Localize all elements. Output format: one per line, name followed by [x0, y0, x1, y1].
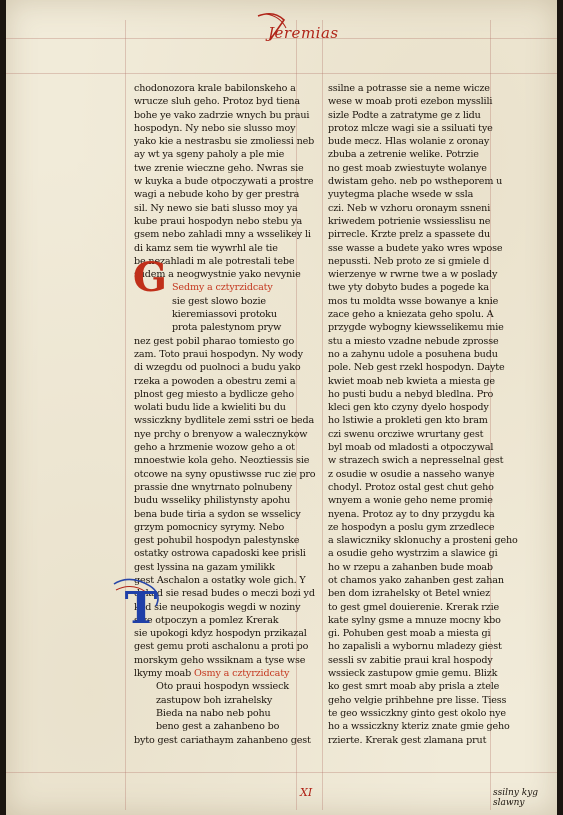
- text-line: prassie dne wnytrnato polnubeny: [134, 481, 293, 493]
- text-line: kieremiassovi protoku: [172, 309, 277, 321]
- text-line: gi. Pohuben gest moab a miesta gi: [328, 628, 491, 640]
- text-line: ostatky ostrowa capadoski kee prisli: [134, 548, 306, 560]
- manuscript-page: [6, 0, 557, 815]
- text-line: beno gest a zahanbeno bo: [156, 721, 280, 733]
- text-line: ko gest smrt moab aby prisla a ztele: [328, 681, 500, 693]
- text-line: bohe ye vako zadrzie wnych bu praui: [134, 109, 310, 121]
- text-line: chodyl. Protoz ostal gest chut geho: [328, 481, 494, 493]
- running-header-title: Jeremias: [268, 24, 339, 42]
- text-line: protoz mlcze wagi sie a ssiluati tye: [328, 122, 493, 134]
- text-column-left: [134, 82, 316, 747]
- text-line: no gest moab zwiestuyte wolanye: [328, 162, 487, 174]
- text-line: otcowe na syny opustiwsse ruc zie pro: [134, 468, 316, 480]
- text-line: ho a wssiczkny kteriz znate gmie geho: [328, 721, 510, 733]
- text-line: Oto praui hospodyn wssieck: [156, 681, 289, 693]
- text-line: kad sie neupokogis wegdi w noziny: [134, 601, 301, 613]
- text-line: pole. Neb gest rzekl hospodyn. Dayte: [328, 362, 505, 374]
- text-line: ho zapalisli a wybornu mladezy giest: [328, 641, 502, 653]
- text-line: zace geho a kniezata geho spolu. A: [328, 309, 494, 321]
- text-line: wolati budu lide a kwieliti bu du: [134, 402, 286, 414]
- text-line: nez gest pobil pharao tomiesto go: [134, 335, 295, 347]
- text-line: wnyem a wonie geho neme promie: [328, 495, 493, 507]
- text-line: w strazech swich a nepresselnal gest: [328, 455, 504, 467]
- text-line: dokad sie resad budes o meczi bozi yd: [134, 588, 315, 600]
- text-line: zam. Toto praui hospodyn. Ny wody: [134, 348, 303, 360]
- text-column-right: [328, 82, 518, 747]
- text-line: wagi a nebude koho by ger prestra: [134, 189, 300, 201]
- text-line: be nezahladi m ale potrestali tebe: [134, 255, 295, 267]
- text-line: wssieck zastupow gmie gemu. Blizk: [328, 668, 498, 680]
- text-line: twe zrenie wieczne geho. Nwras sie: [134, 162, 304, 174]
- text-line: zastupow boh izrahelsky: [156, 694, 273, 706]
- text-line: wssiczkny bydlitele zemi sstri oe beda: [134, 415, 315, 427]
- text-line: hospodyn. Ny nebo sie slusso moy: [134, 122, 296, 134]
- illuminated-initial-g: G: [132, 254, 168, 301]
- text-line: ay wt ya sgeny paholy a ple mie: [134, 149, 285, 161]
- text-line: bude mecz. Hlas wolanie z oronay: [328, 136, 490, 148]
- text-line: ho pusti budu a nebyd bledlna. Pro: [328, 388, 494, 400]
- text-line: przygde wybogny kiewsselikemu mie: [328, 322, 504, 334]
- text-line: geho velgie prihbehne pre lisse. Tiess: [328, 694, 507, 706]
- text-line: di kamz sem tie wywrhl ale tie: [134, 242, 278, 254]
- text-line: gest pohubil hospodyn palestynske: [134, 535, 300, 547]
- text-line: nyena. Protoz ay to dny przygdu ka: [328, 508, 495, 520]
- text-line: bena bude tiria a sydon se wsselicy: [134, 508, 301, 520]
- chapter-rubric-48: Osmy a cztyrzidcaty: [194, 668, 290, 680]
- text-line: byl moab od mladosti a otpoczywal: [328, 442, 494, 454]
- illuminated-initial-t: T: [124, 583, 158, 634]
- text-line: gest lyssina na gazam ymilikk: [134, 561, 275, 573]
- text-line: to gest gmel douierenie. Krerak rzie: [328, 601, 500, 613]
- text-line: geho a hrzmenie wozow geho a ot: [134, 442, 295, 454]
- text-line: te geo wssiczkny ginto gest okolo nye: [328, 707, 506, 719]
- text-line: sse wasse a budete yako wres wpose: [328, 242, 503, 254]
- text-line: kwiet moab neb kwieta a miesta ge: [328, 375, 495, 387]
- text-line: grzym pomocnicy syrymy. Nebo: [134, 521, 285, 533]
- text-line: a osudie geho wystrzim a slawice gi: [328, 548, 498, 560]
- text-line: gest Aschalon a ostatky wole gich. Y: [134, 574, 306, 586]
- text-line: pirrecle. Krzte prelz a spassete du: [328, 229, 490, 241]
- text-line: ze hospodyn a poslu gym zrzedlece: [328, 521, 495, 533]
- text-line: w kuyka a bude otpoczywati a prostre: [134, 176, 314, 188]
- text-line: sie gest slowo bozie: [172, 295, 266, 307]
- text-line: kube praui hospodyn nebo stebu ya: [134, 215, 303, 227]
- text-line: twe yty dobyto budes a pogede ka: [328, 282, 489, 294]
- text-line: z osudie w osudie a nasseho wanye: [328, 468, 495, 480]
- text-line: sessli sv zabitie praui kral hospody: [328, 654, 493, 666]
- text-line: wierzenye w rwrne twe a w poslady: [328, 269, 498, 281]
- text-line-with-rubric: [134, 667, 296, 680]
- text-line: sudem a neogwystnie yako nevynie: [134, 269, 301, 281]
- text-line: stu a miesto vzadne nebude zprosse: [328, 335, 499, 347]
- text-line: budu wsseliky philistynsty apohu: [134, 495, 291, 507]
- text-line: sie upokogi kdyz hospodyn przikazal: [134, 628, 307, 640]
- text-segment: lkymy moab: [134, 668, 192, 680]
- text-line: chodonozora krale babilonskeho a: [134, 83, 296, 94]
- text-line: mos tu moldta wsse bowanye a knie: [328, 295, 499, 307]
- text-line: prota palestynom pryw: [172, 322, 282, 334]
- text-line: kate sylny gsme a mnuze mocny kbo: [328, 614, 501, 626]
- catchword: ssilny kyg slawny: [493, 788, 539, 808]
- text-line: dwistam geho. neb po wstheporem u: [328, 176, 503, 188]
- text-line: a slawiczniky sklonuchy a prosteni geho: [328, 535, 518, 547]
- text-line: ssilne a potrasse sie a neme wicze: [328, 83, 490, 94]
- text-line: kriwedem potrienie wssiesslisu ne: [328, 215, 491, 227]
- text-line: byto gest cariathaym zahanbeno gest: [134, 734, 311, 746]
- text-line: gest gemu proti aschalonu a proti po: [134, 641, 309, 653]
- text-line: swe otpoczyn a pomlez Krerak: [134, 614, 279, 626]
- text-line: wese w moab proti ezebon mysslili: [328, 96, 493, 108]
- text-line: czi. Neb w vzhoru oronaym ssneni: [328, 202, 491, 214]
- text-line: yako kie a nestrasbu sie zmoliessi neb: [134, 136, 315, 148]
- text-line: plnost geg miesto a bydlicze geho: [134, 388, 295, 400]
- text-line: mnoestwie kola geho. Neoztiessis sie: [134, 455, 310, 467]
- text-line: ho w rzepu a zahanben bude moab: [328, 561, 493, 573]
- text-line: ho lstiwie a prokleti gen kto bram: [328, 415, 488, 427]
- text-line: zbuba a zetrenie welike. Potrzie: [328, 149, 479, 161]
- text-line: gsem nebo zahladi mny a wsselikey li: [134, 229, 311, 241]
- text-line: Bieda na nabo neb pohu: [156, 707, 271, 719]
- text-line: nepussti. Neb proto ze si gmiele d: [328, 255, 490, 267]
- text-line: di wzegdu od puolnoci a budu yako: [134, 362, 301, 374]
- text-line: wrucze sluh geho. Protoz byd tiena: [134, 96, 300, 108]
- chapter-rubric-47: Sedmy a cztyrzidcaty: [172, 282, 273, 294]
- text-line: rzeka a powoden a obestru zemi a: [134, 375, 296, 387]
- text-line: rzierte. Krerak gest zlamana prut: [328, 734, 487, 746]
- text-line: ot chamos yako zahanben gest zahan: [328, 574, 504, 586]
- text-line: sizle Podte a zatratyme ge z lidu: [328, 109, 481, 121]
- text-line: sil. Ny newo sie bati slusso moy ya: [134, 202, 298, 214]
- text-line: yuytegma plache wsede w ssla: [328, 189, 474, 201]
- folio-number: XI: [300, 786, 313, 799]
- text-line: czi swenu orcziwe wrurtany gest: [328, 428, 484, 440]
- text-line: kleci gen kto czyny dyelo hospody: [328, 402, 489, 414]
- text-line: morskym geho wssiknam a tyse wse: [134, 654, 306, 666]
- text-line: no a zahynu udole a posuhena budu: [328, 348, 498, 360]
- text-line: nye prchy o brenyow a walecznykow: [134, 428, 308, 440]
- text-line: ben dom izrahelsky ot Betel wniez: [328, 588, 490, 600]
